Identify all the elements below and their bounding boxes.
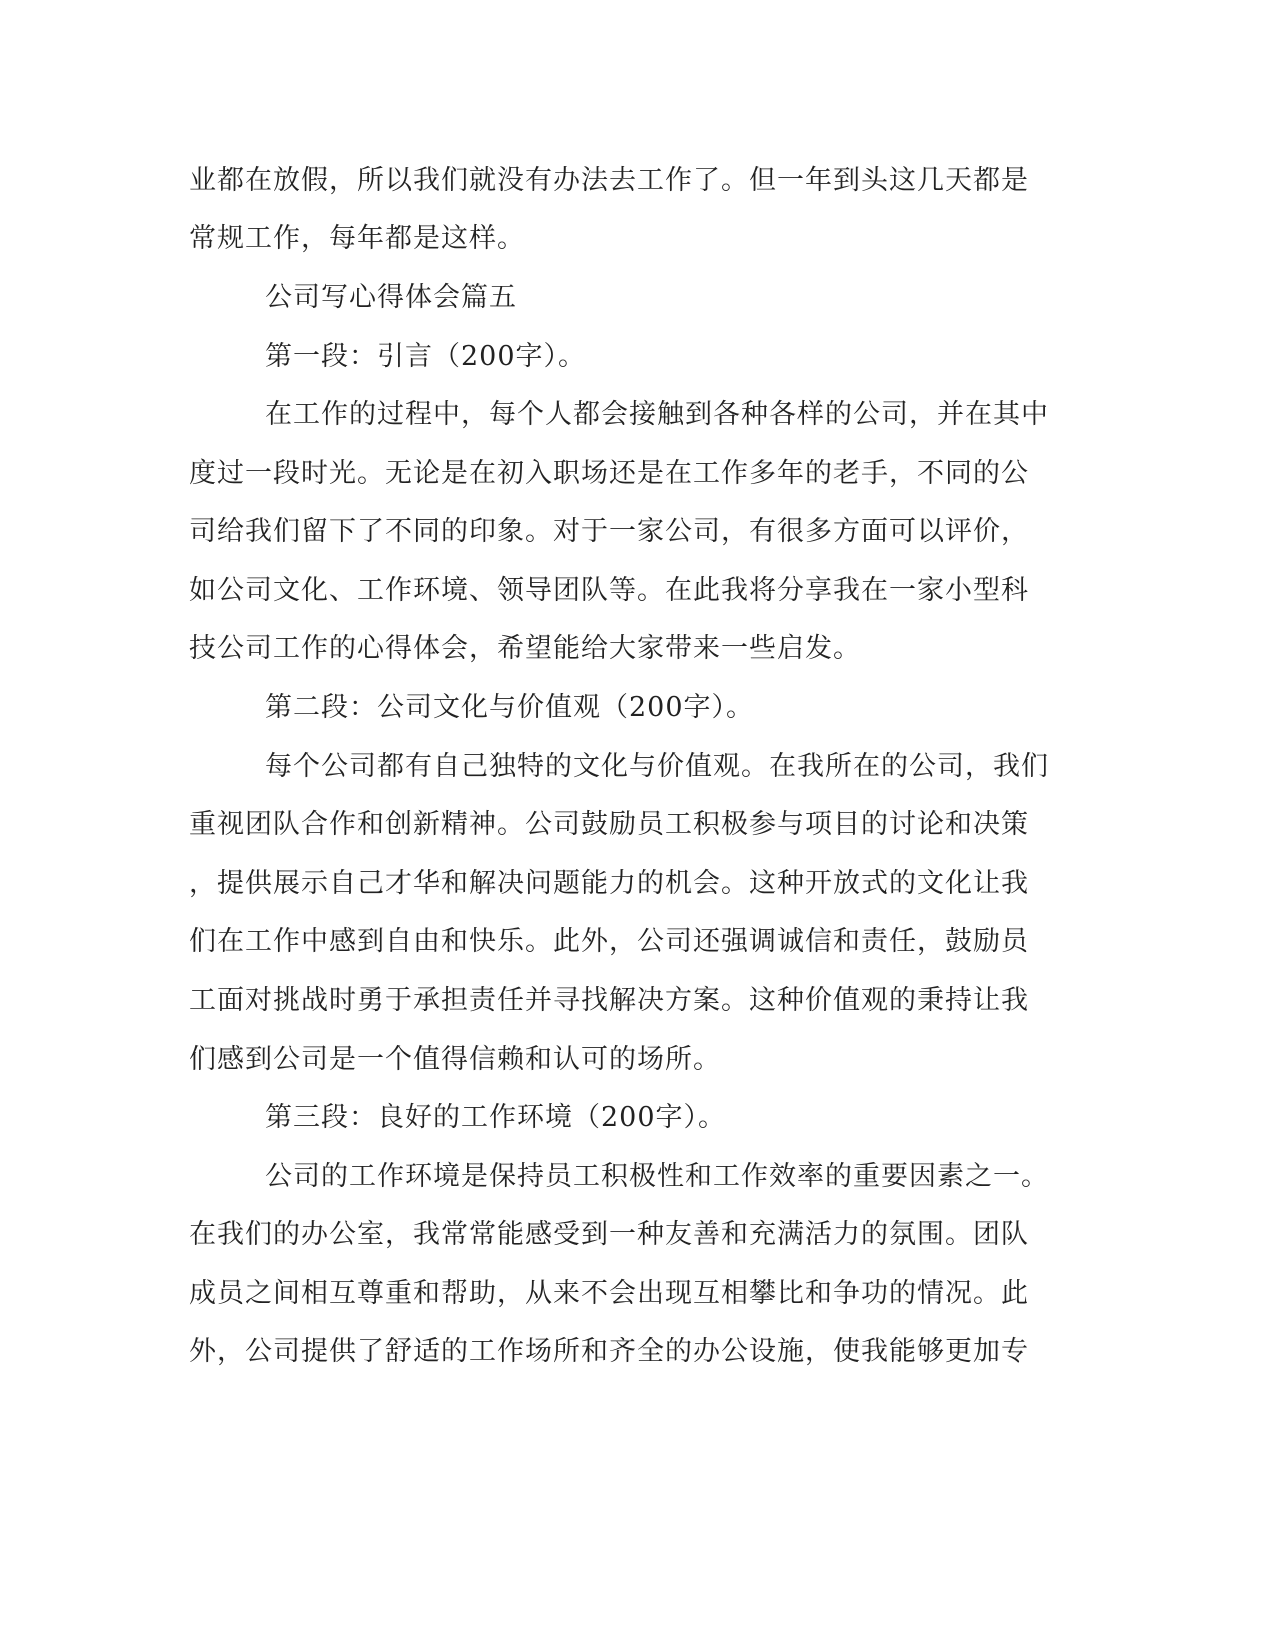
- text-line: 业都在放假，所以我们就没有办法去工作了。但一年到头这几天都是: [189, 165, 1029, 196]
- text-line: 在我们的办公室，我常常能感受到一种友善和充满活力的氛围。团队: [189, 1219, 1029, 1250]
- text-line: 成员之间相互尊重和帮助，从来不会出现互相攀比和争功的情况。此: [189, 1278, 1029, 1309]
- section-heading: 第一段：引言（200字）。: [265, 341, 587, 372]
- text-line: 公司的工作环境是保持员工积极性和工作效率的重要因素之一。: [265, 1161, 1049, 1192]
- text-line: 技公司工作的心得体会，希望能给大家带来一些启发。: [189, 633, 861, 664]
- section-heading: 第二段：公司文化与价值观（200字）。: [265, 692, 755, 723]
- text-line: 在工作的过程中，每个人都会接触到各种各样的公司，并在其中: [265, 399, 1049, 430]
- section-heading: 第三段：良好的工作环境（200字）。: [265, 1102, 727, 1133]
- section-title: 公司写心得体会篇五: [265, 282, 517, 313]
- text-line: 工面对挑战时勇于承担责任并寻找解决方案。这种价值观的秉持让我: [189, 985, 1029, 1016]
- text-line: 度过一段时光。无论是在初入职场还是在工作多年的老手，不同的公: [189, 458, 1029, 489]
- text-line: ，提供展示自己才华和解决问题能力的机会。这种开放式的文化让我: [189, 868, 1029, 899]
- text-line: 每个公司都有自己独特的文化与价值观。在我所在的公司，我们: [265, 751, 1049, 782]
- text-line: 司给我们留下了不同的印象。对于一家公司，有很多方面可以评价，: [189, 516, 1029, 547]
- text-line: 如公司文化、工作环境、领导团队等。在此我将分享我在一家小型科: [189, 575, 1029, 606]
- text-line: 们感到公司是一个值得信赖和认可的场所。: [189, 1044, 721, 1075]
- text-line: 常规工作，每年都是这样。: [189, 223, 525, 254]
- text-line: 重视团队合作和创新精神。公司鼓励员工积极参与项目的讨论和决策: [189, 809, 1029, 840]
- text-line: 外，公司提供了舒适的工作场所和齐全的办公设施，使我能够更加专: [189, 1336, 1029, 1367]
- text-line: 们在工作中感到自由和快乐。此外，公司还强调诚信和责任，鼓励员: [189, 926, 1029, 957]
